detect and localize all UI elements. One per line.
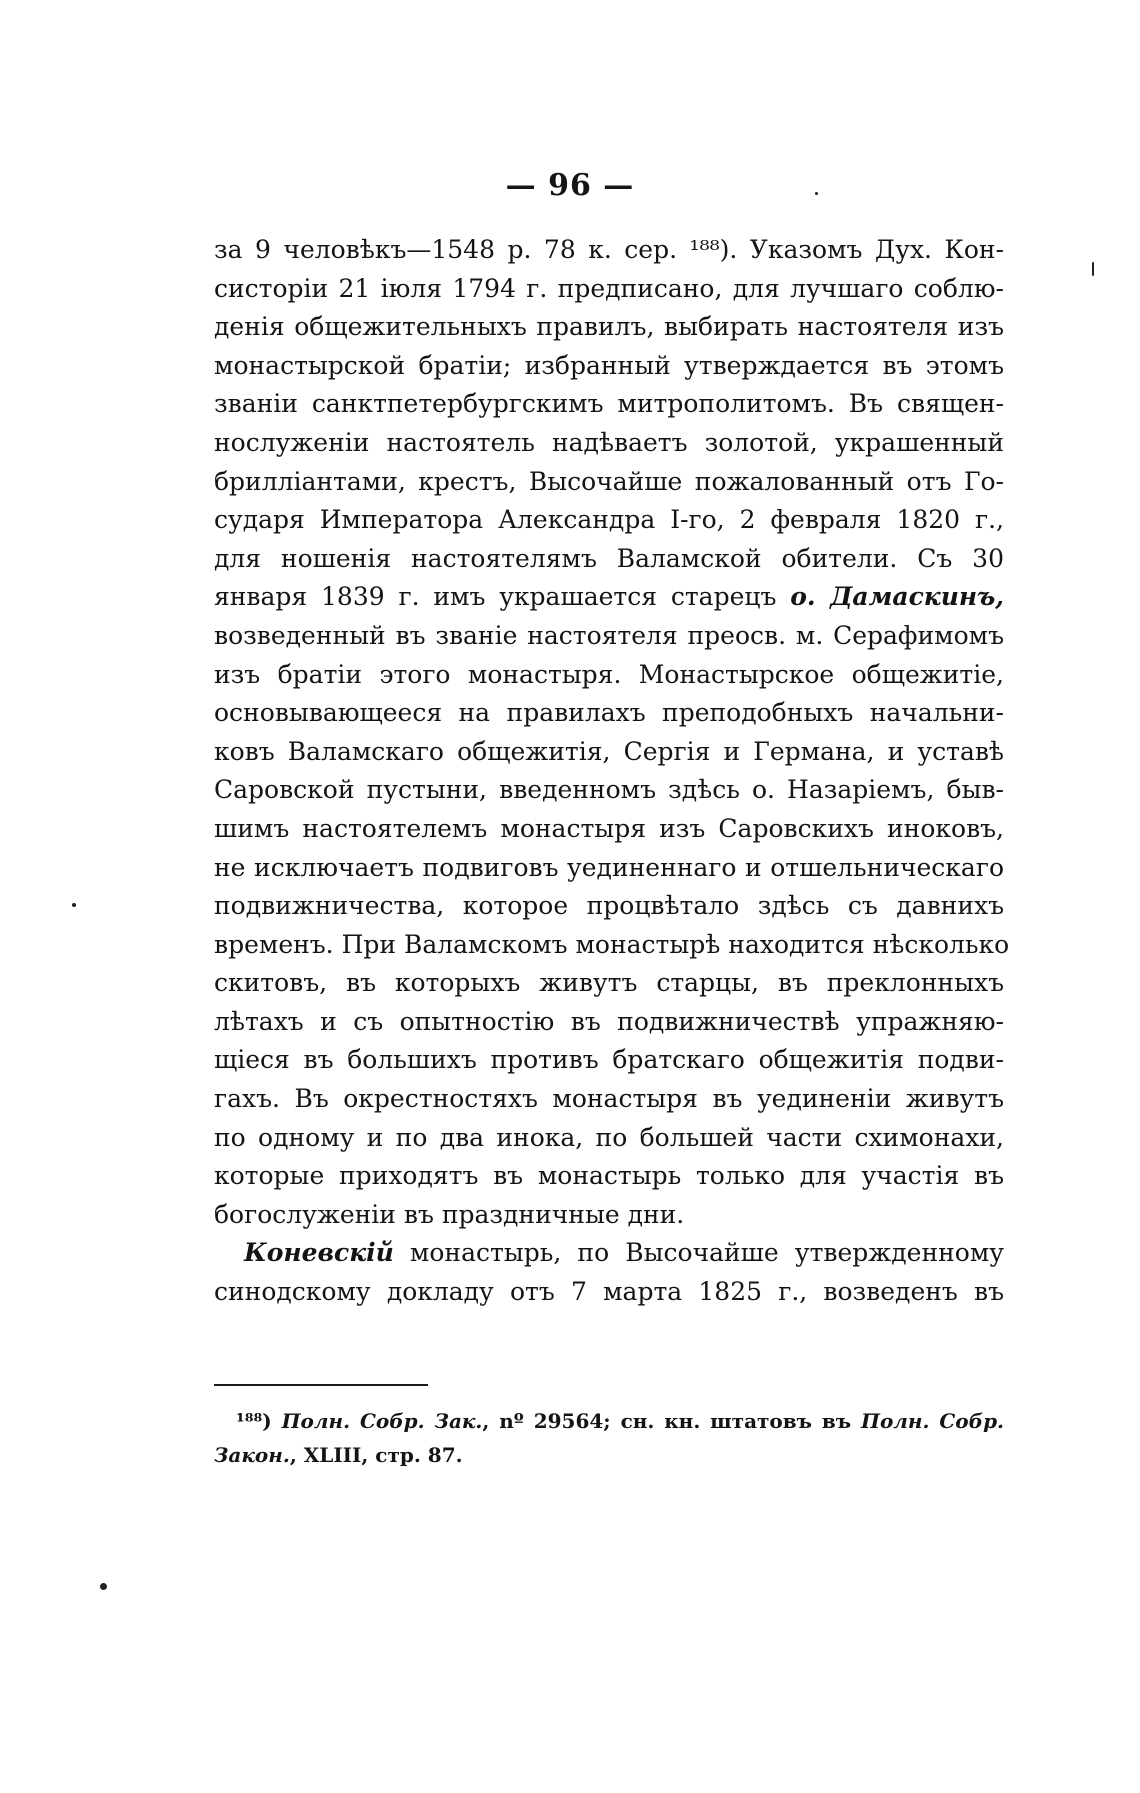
text-line: подвижничества, которое процвѣтало здѣсь съ давнихъ xyxy=(214,891,1004,921)
paragraph-2-first-line xyxy=(214,1234,1004,1273)
text-line-with-name xyxy=(214,578,1004,617)
text-line: гахъ. Въ окрестностяхъ монастыря въ уединеніи живутъ xyxy=(214,1084,1004,1114)
monastery-name: Коневскій xyxy=(244,1238,394,1268)
footnote-source: Закон. xyxy=(214,1443,290,1467)
text-line: шимъ настоятелемъ монастыря изъ Саровскихъ иноковъ, xyxy=(214,813,1004,843)
text-segment: монастырь, по Высочайше утвержденному xyxy=(393,1238,1004,1268)
text-line: бриллiантами, крестъ, Высочайше пожалованный отъ Го- xyxy=(214,466,1004,496)
text-line: нослуженіи настоятель надѣваетъ золотой, украшенный xyxy=(214,427,1004,457)
footnote-text: , XLIII, стр. 87. xyxy=(289,1443,463,1467)
text-line: за 9 человѣкъ—1548 р. 78 к. сер. ¹⁸⁸). Указомъ Дух. Кон- xyxy=(214,235,1004,264)
text-line: основывающееся на правилахъ преподобныхъ начальни- xyxy=(214,698,1004,728)
footnote-divider xyxy=(214,1384,428,1386)
page-number: — 96 — xyxy=(505,168,635,203)
text-line: монастырской братіи; избранный утверждается въ этомъ xyxy=(214,350,1004,380)
text-line: систоріи 21 іюля 1794 г. предписано, для лучшаго соблю- xyxy=(214,273,1004,303)
footnote-line xyxy=(214,1438,1004,1472)
text-line: не исключаетъ подвиговъ уединеннаго и отшельническаго xyxy=(214,852,1004,882)
footnote-text: , nº 29564; сн. кн. штатовъ въ xyxy=(482,1409,862,1433)
speck-mark xyxy=(815,192,818,195)
speck-mark xyxy=(100,1583,107,1590)
text-line: скитовъ, въ которыхъ живутъ старцы, въ преклонныхъ xyxy=(214,968,1004,998)
text-line: синодскому докладу отъ 7 марта 1825 г., возведенъ въ xyxy=(214,1277,1004,1307)
text-line: Саровской пустыни, введенномъ здѣсь о. Назаріемъ, быв- xyxy=(214,775,1004,805)
text-line: лѣтахъ и съ опытностію въ подвижничествѣ упражняю- xyxy=(214,1006,1004,1036)
text-segment: января 1839 г. имъ украшается старецъ xyxy=(214,582,777,612)
text-line: щіеся въ большихъ противъ братскаго общежитія подви- xyxy=(214,1045,1004,1075)
text-line: денія общежительныхъ правилъ, выбирать настоятеля изъ xyxy=(214,312,1004,342)
text-line: временъ. При Валамскомъ монастырѣ находится нѣсколько xyxy=(214,929,1010,959)
main-text xyxy=(214,231,1010,1312)
text-line: возведенный въ званіе настоятеля преосв. м. Серафимомъ xyxy=(214,620,1004,650)
speck-mark xyxy=(1092,262,1094,276)
footnote-marker: ¹⁸⁸) xyxy=(236,1409,272,1433)
text-line: сударя Императора Александра I-го, 2 февраля 1820 г., xyxy=(214,505,1004,535)
speck-mark xyxy=(72,903,76,907)
italic-name: о. Дамаскинъ, xyxy=(790,582,1004,612)
text-line: изъ братіи этого монастыря. Монастырское общежитіе, xyxy=(214,659,1004,689)
text-line: богослуженіи въ праздничные дни. xyxy=(214,1199,685,1229)
text-line: ковъ Валамскаго общежитія, Сергія и Германа, и уставѣ xyxy=(214,736,1004,766)
footnotes xyxy=(214,1404,1004,1472)
footnote-line xyxy=(214,1404,1004,1438)
text-line: для ношенія настоятелямъ Валамской обители. Съ 30 xyxy=(214,543,1004,573)
text-line: званіи санктпетербургскимъ митрополитомъ. Въ священ- xyxy=(214,389,1004,419)
footnote-source: Полн. Собр. Зак. xyxy=(281,1409,483,1433)
text-line: которые приходятъ въ монастырь только для участія въ xyxy=(214,1161,1004,1191)
text-line: по одному и по два инока, по большей части схимонахи, xyxy=(214,1122,1004,1152)
footnote-source: Полн. Собр. xyxy=(861,1409,1005,1433)
